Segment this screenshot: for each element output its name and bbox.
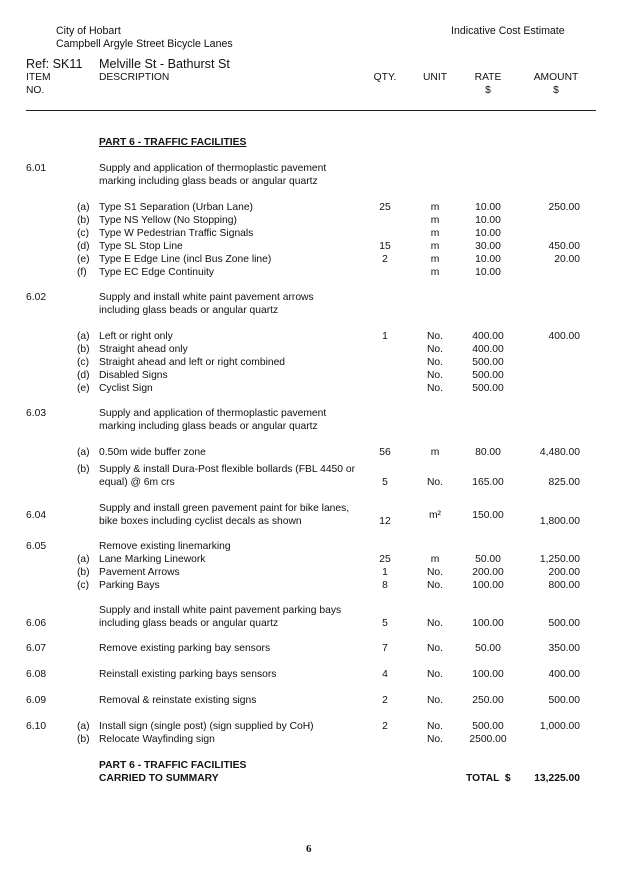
item-quantity: 2 (382, 721, 388, 732)
item-description: Type NS Yellow (No Stopping) (99, 215, 237, 226)
sub-item-letter: (c) (77, 228, 90, 239)
item-unit: m² (428, 510, 441, 521)
item-description: Parking Bays (99, 580, 160, 591)
item-description: Cyclist Sign (99, 383, 153, 394)
item-description: Supply and install green pavement paint for bike lanes, (99, 503, 350, 514)
item-quantity: 25 (379, 202, 391, 213)
reference-label: Ref: SK11 (26, 57, 83, 71)
item-description: including glass beads or angular quartz (99, 618, 279, 629)
document-type: Indicative Cost Estimate (451, 25, 565, 37)
item-description: Lane Marking Linework (99, 554, 206, 565)
item-amount: 1,800.00 (539, 516, 580, 527)
item-description: Pavement Arrows (99, 567, 180, 578)
item-unit: No. (426, 643, 444, 654)
item-number: 6.01 (26, 163, 47, 174)
item-unit: m (430, 228, 440, 239)
page-number: 6 (306, 843, 312, 855)
item-unit: No. (426, 695, 444, 706)
item-rate: 100.00 (472, 618, 504, 629)
item-amount: 350.00 (548, 643, 580, 654)
sub-item-letter: (c) (77, 580, 90, 591)
item-amount: 825.00 (548, 477, 580, 488)
item-unit: No. (426, 721, 444, 732)
item-description: Reinstall existing parking bays sensors (99, 669, 277, 680)
item-description: Type W Pedestrian Traffic Signals (99, 228, 254, 239)
sub-item-letter: (b) (77, 734, 90, 745)
item-description: Removal & reinstate existing signs (99, 695, 257, 706)
item-amount: 500.00 (548, 695, 580, 706)
item-amount: 450.00 (548, 241, 580, 252)
item-rate: 250.00 (472, 695, 504, 706)
sub-item-letter: (a) (77, 447, 90, 458)
column-unit-label: UNIT (422, 72, 448, 83)
sub-item-letter: (e) (77, 383, 90, 394)
column-amount-label: AMOUNT (533, 72, 579, 83)
item-amount: 500.00 (548, 618, 580, 629)
item-amount: 400.00 (548, 331, 580, 342)
sub-item-letter: (b) (77, 344, 90, 355)
column-qty-label: QTY. (373, 72, 397, 83)
item-amount: 250.00 (548, 202, 580, 213)
column-item-label: ITEM (26, 72, 51, 83)
item-number: 6.04 (26, 510, 47, 521)
item-description: Straight ahead and left or right combined (99, 357, 286, 368)
item-number: 6.08 (26, 669, 47, 680)
item-description: Remove existing linemarking (99, 541, 231, 552)
item-rate: 100.00 (472, 669, 504, 680)
item-quantity: 5 (382, 618, 388, 629)
item-unit: No. (426, 580, 444, 591)
item-description: Supply and install white paint pavement arrows (99, 292, 314, 303)
item-unit: m (430, 254, 440, 265)
item-description: Disabled Signs (99, 370, 168, 381)
item-description: Remove existing parking bay sensors (99, 643, 271, 654)
item-description: bike boxes including cyclist decals as shown (99, 516, 302, 527)
sub-item-letter: (a) (77, 202, 90, 213)
item-quantity: 2 (382, 695, 388, 706)
item-amount: 400.00 (548, 669, 580, 680)
item-number: 6.03 (26, 408, 47, 419)
sub-item-letter: (b) (77, 464, 90, 475)
item-description: 0.50m wide buffer zone (99, 447, 206, 458)
sub-item-letter: (d) (77, 370, 90, 381)
item-rate: 2500.00 (469, 734, 507, 745)
item-quantity: 1 (382, 331, 388, 342)
item-rate: 50.00 (475, 643, 501, 654)
item-description: Type S1 Separation (Urban Lane) (99, 202, 253, 213)
item-quantity: 4 (382, 669, 388, 680)
section-title: Melville St - Bathurst St (99, 57, 230, 71)
item-amount: 1,000.00 (539, 721, 580, 732)
item-number: 6.06 (26, 618, 47, 629)
item-description: equal) @ 6m crs (99, 477, 175, 488)
item-number: 6.05 (26, 541, 47, 552)
item-unit: m (430, 241, 440, 252)
project-name: Campbell Argyle Street Bicycle Lanes (56, 38, 233, 50)
item-description: Type SL Stop Line (99, 241, 183, 252)
item-number: 6.09 (26, 695, 47, 706)
item-description: Supply & install Dura-Post flexible bollards (FBL 4450 or (99, 464, 356, 475)
item-rate: 10.00 (475, 215, 501, 226)
sub-item-letter: (a) (77, 331, 90, 342)
item-rate: 165.00 (472, 477, 504, 488)
item-unit: m (430, 554, 440, 565)
column-item-label-2: NO. (26, 85, 45, 96)
item-description: marking including glass beads or angular quartz (99, 176, 318, 187)
sub-item-letter: (b) (77, 215, 90, 226)
item-rate: 400.00 (472, 331, 504, 342)
item-description: Straight ahead only (99, 344, 188, 355)
item-quantity: 2 (382, 254, 388, 265)
item-description: Supply and application of thermoplastic pavement (99, 408, 327, 419)
summary-part-title: PART 6 - TRAFFIC FACILITIES (99, 760, 247, 771)
header-divider (26, 110, 596, 111)
sub-item-letter: (c) (77, 357, 90, 368)
summary-carried-label: CARRIED TO SUMMARY (99, 773, 219, 784)
item-rate: 80.00 (475, 447, 501, 458)
item-unit: No. (426, 383, 444, 394)
item-unit: m (430, 447, 440, 458)
item-rate: 10.00 (475, 202, 501, 213)
item-quantity: 1 (382, 567, 388, 578)
item-description: Supply and install white paint pavement parking bays (99, 605, 342, 616)
column-amount-unit: $ (553, 85, 559, 96)
total-label: TOTAL $ (466, 773, 511, 784)
item-rate: 500.00 (472, 721, 504, 732)
item-amount: 800.00 (548, 580, 580, 591)
sub-item-letter: (a) (77, 554, 90, 565)
item-rate: 10.00 (475, 254, 501, 265)
sub-item-letter: (a) (77, 721, 90, 732)
item-description: Type E Edge Line (incl Bus Zone line) (99, 254, 272, 265)
item-unit: No. (426, 370, 444, 381)
column-rate-unit: $ (485, 85, 491, 96)
item-quantity: 8 (382, 580, 388, 591)
part-title: PART 6 - TRAFFIC FACILITIES (99, 137, 247, 148)
item-unit: No. (426, 734, 444, 745)
sub-item-letter: (e) (77, 254, 90, 265)
item-number: 6.02 (26, 292, 47, 303)
sub-item-letter: (d) (77, 241, 90, 252)
item-unit: No. (426, 344, 444, 355)
item-quantity: 7 (382, 643, 388, 654)
item-description: Type EC Edge Continuity (99, 267, 215, 278)
item-unit: No. (426, 669, 444, 680)
item-description: marking including glass beads or angular quartz (99, 421, 318, 432)
item-rate: 400.00 (472, 344, 504, 355)
item-rate: 30.00 (475, 241, 501, 252)
item-unit: m (430, 202, 440, 213)
item-description: Left or right only (99, 331, 173, 342)
item-rate: 10.00 (475, 267, 501, 278)
item-unit: No. (426, 618, 444, 629)
item-amount: 200.00 (548, 567, 580, 578)
item-unit: No. (426, 357, 444, 368)
item-amount: 1,250.00 (539, 554, 580, 565)
item-number: 6.07 (26, 643, 47, 654)
item-rate: 200.00 (472, 567, 504, 578)
item-description: Install sign (single post) (sign supplied by CoH) (99, 721, 314, 732)
item-rate: 500.00 (472, 370, 504, 381)
item-unit: m (430, 215, 440, 226)
item-rate: 100.00 (472, 580, 504, 591)
item-description: Relocate Wayfinding sign (99, 734, 215, 745)
item-rate: 50.00 (475, 554, 501, 565)
item-quantity: 5 (382, 477, 388, 488)
item-quantity: 15 (379, 241, 391, 252)
item-amount: 20.00 (554, 254, 580, 265)
sub-item-letter: (f) (77, 267, 87, 278)
item-quantity: 25 (379, 554, 391, 565)
item-rate: 150.00 (472, 510, 504, 521)
item-quantity: 56 (379, 447, 391, 458)
column-description-label: DESCRIPTION (99, 72, 170, 83)
item-unit: m (430, 267, 440, 278)
item-unit: No. (426, 567, 444, 578)
column-rate-label: RATE (474, 72, 502, 83)
item-amount: 4,480.00 (539, 447, 580, 458)
client-name: City of Hobart (56, 25, 121, 37)
item-unit: No. (426, 477, 444, 488)
total-value: 13,225.00 (534, 773, 580, 784)
item-quantity: 12 (379, 516, 391, 527)
item-rate: 500.00 (472, 383, 504, 394)
item-rate: 500.00 (472, 357, 504, 368)
sub-item-letter: (b) (77, 567, 90, 578)
item-description: including glass beads or angular quartz (99, 305, 279, 316)
item-number: 6.10 (26, 721, 47, 732)
item-unit: No. (426, 331, 444, 342)
item-rate: 10.00 (475, 228, 501, 239)
item-description: Supply and application of thermoplastic pavement (99, 163, 327, 174)
